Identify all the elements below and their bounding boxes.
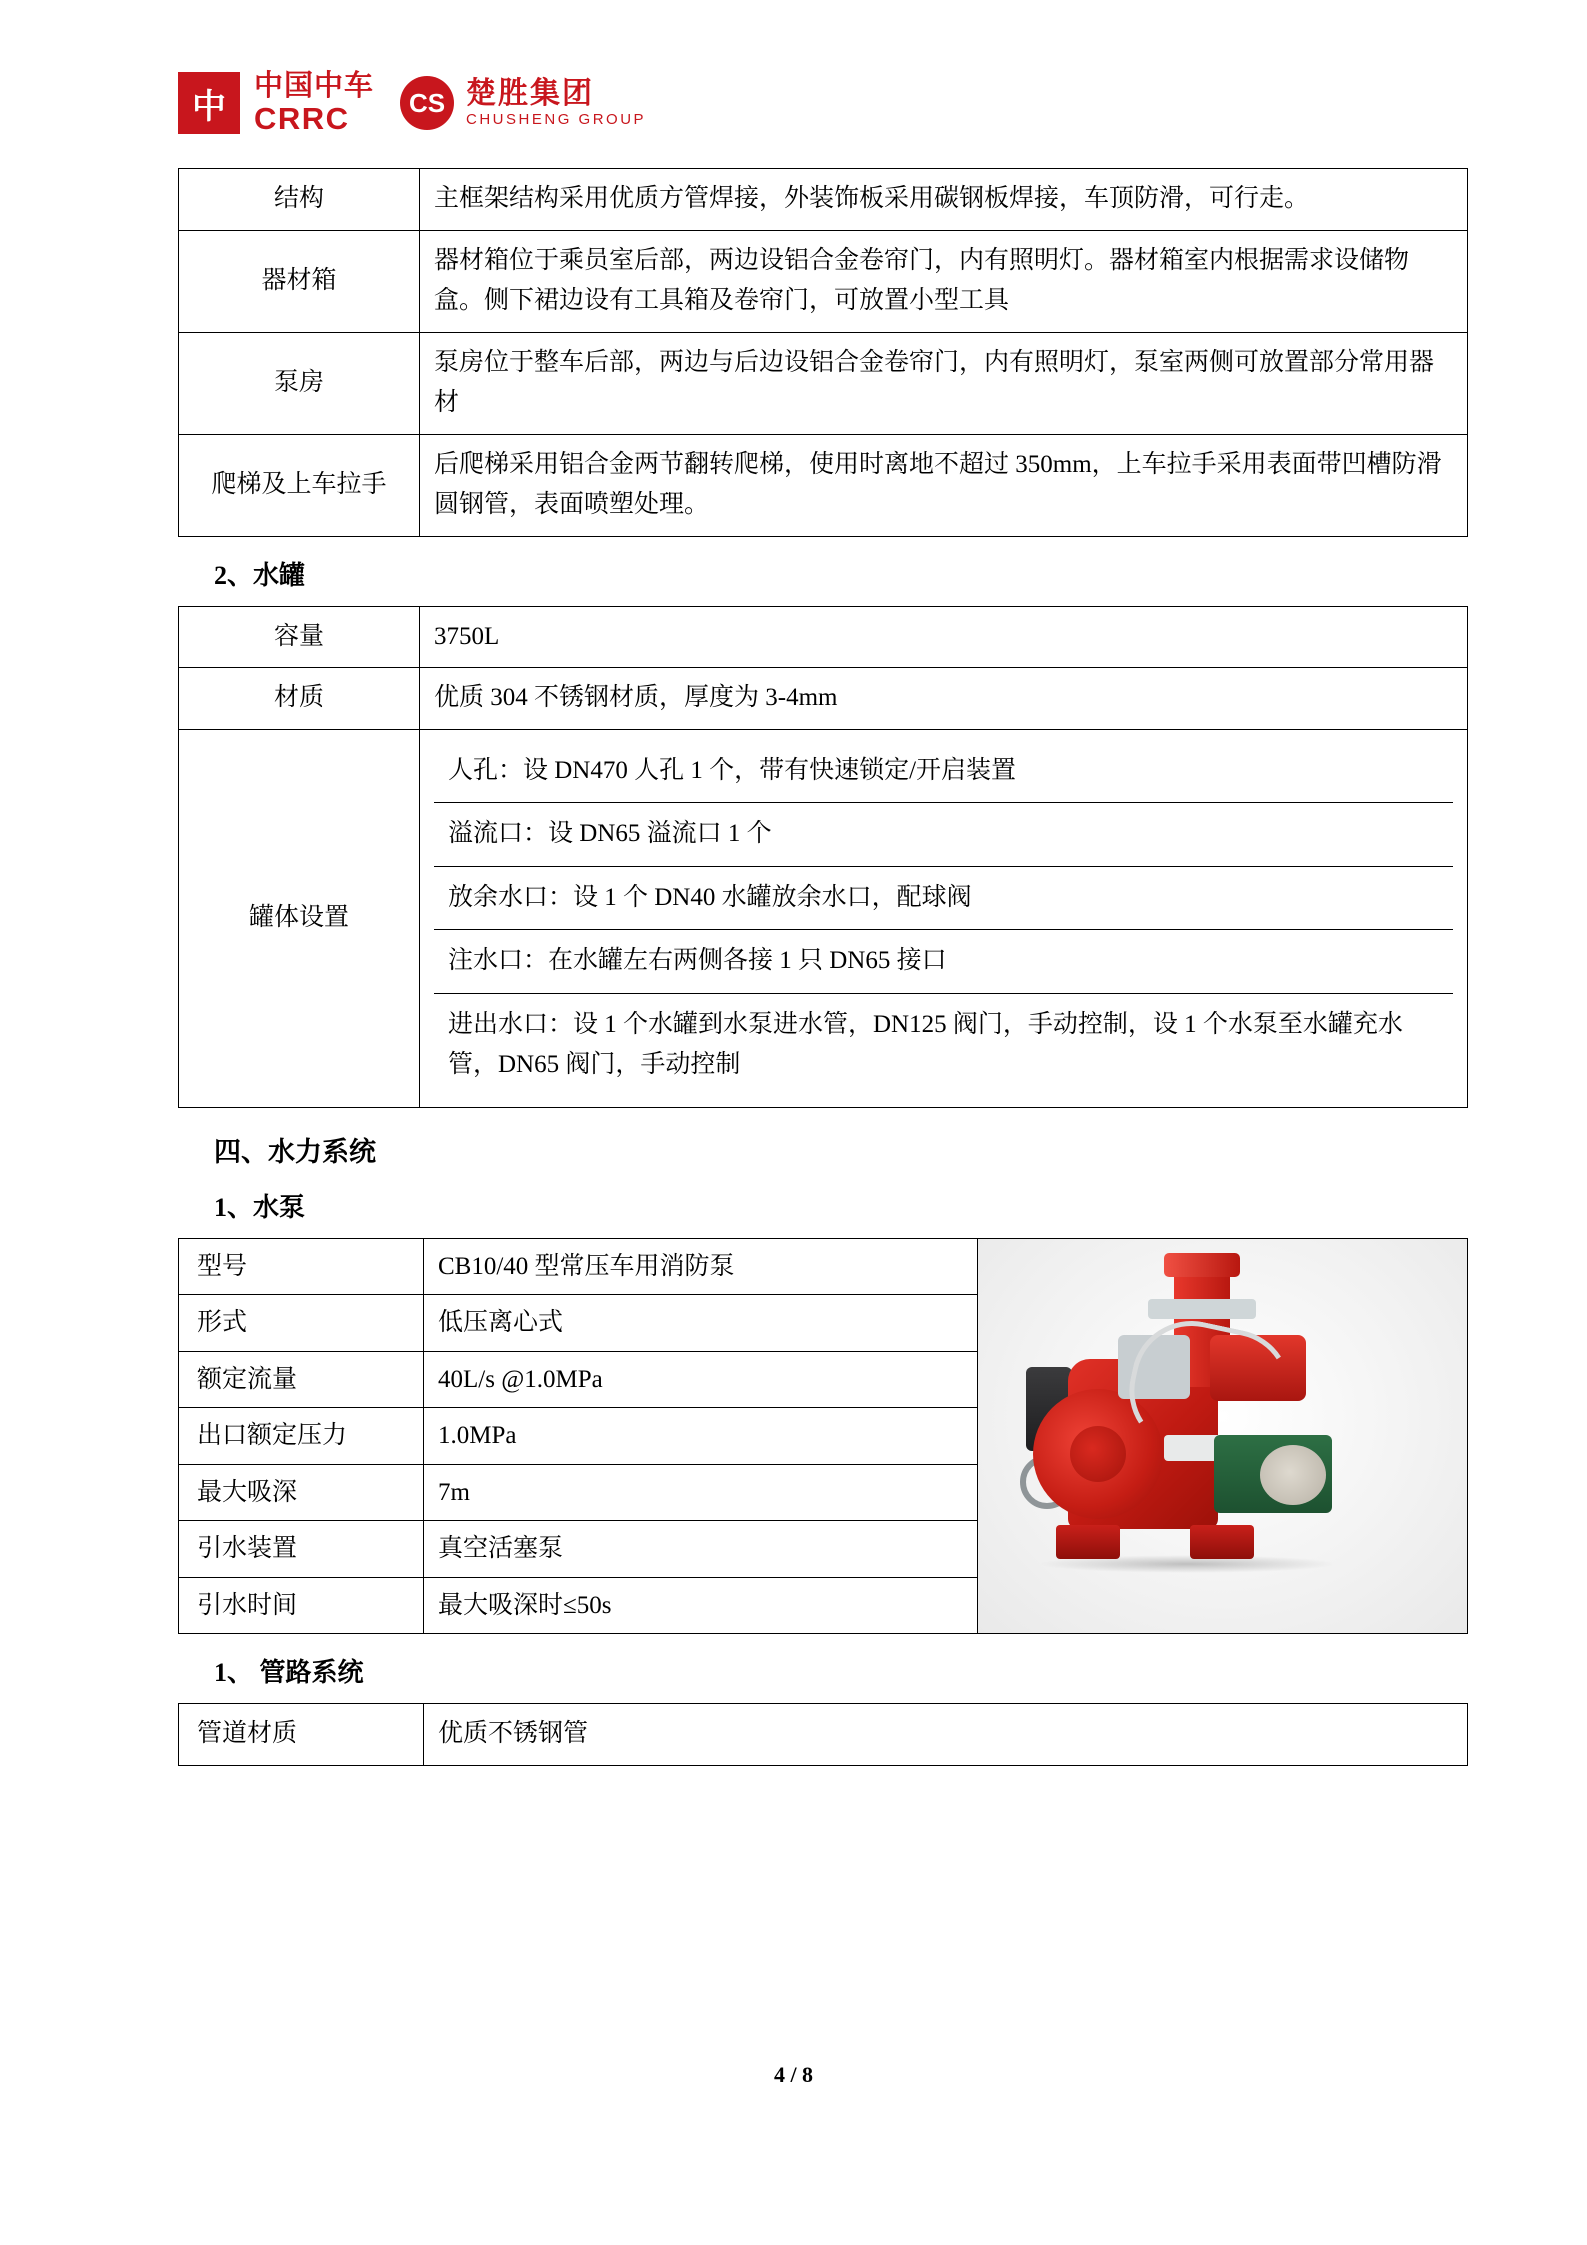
table-row xyxy=(179,668,1468,730)
crrc-name-en: CRRC xyxy=(254,100,350,136)
chusheng-wordmark xyxy=(466,77,646,130)
water-tank-table xyxy=(178,606,1468,1108)
crrc-logo-glyph: 中 xyxy=(192,88,226,126)
pump-suction-mouth xyxy=(1260,1445,1326,1505)
row-value-ladder: 后爬梯采用铝合金两节翻转爬梯，使用时离地不超过 350mm，上车拉手采用表面带凹槽防滑圆钢管，表面喷塑处理。 xyxy=(420,434,1468,536)
row-value-priming-device: 真空活塞泵 xyxy=(424,1521,978,1578)
row-label-outlet-pressure: 出口额定压力 xyxy=(179,1408,424,1465)
heading-hydraulic-system: 四、水力系统 xyxy=(214,1136,376,1167)
table-row xyxy=(179,1408,978,1465)
table-row xyxy=(179,1238,978,1295)
row-value-priming-time: 最大吸深时≤50s xyxy=(424,1577,978,1634)
pump-foot-left xyxy=(1056,1525,1120,1559)
table-row xyxy=(179,434,1468,536)
row-label-priming-device: 引水装置 xyxy=(179,1521,424,1578)
row-value-max-suction: 7m xyxy=(424,1464,978,1521)
table-row xyxy=(179,729,1468,1107)
table-row xyxy=(179,1704,1468,1766)
pump-top-flange xyxy=(1148,1299,1256,1319)
row-label-rated-flow: 额定流量 xyxy=(179,1351,424,1408)
pump-spec-table xyxy=(178,1238,978,1635)
table-row xyxy=(179,1464,978,1521)
row-label-form: 形式 xyxy=(179,1295,424,1352)
list-item xyxy=(434,866,1453,930)
heading-piping-system: 1、 管路系统 xyxy=(214,1658,364,1687)
tank-setting-manhole: 人孔：设 DN470 人孔 1 个，带有快速锁定/开启装置 xyxy=(434,740,1453,803)
table-row xyxy=(179,332,1468,434)
row-value-equipment-box: 器材箱位于乘员室后部，两边设铝合金卷帘门，内有照明灯。器材箱室内根据需求设储物盒。侧下裙边设有工具箱及卷帘门，可放置小型工具 xyxy=(420,230,1468,332)
piping-table xyxy=(178,1703,1468,1766)
row-label-equipment-box: 器材箱 xyxy=(179,230,420,332)
heading-pump: 1、水泵 xyxy=(214,1192,306,1222)
table-row xyxy=(179,1577,978,1634)
list-item xyxy=(434,803,1453,867)
chusheng-logo-icon: CS xyxy=(400,76,454,130)
tank-setting-overflow: 溢流口：设 DN65 溢流口 1 个 xyxy=(434,803,1453,867)
row-label-ladder: 爬梯及上车拉手 xyxy=(179,434,420,536)
list-item xyxy=(434,740,1453,803)
pump-foot-right xyxy=(1190,1525,1254,1559)
row-value-pipe-material: 优质不锈钢管 xyxy=(424,1704,1468,1766)
table-row xyxy=(179,230,1468,332)
row-value-outlet-pressure: 1.0MPa xyxy=(424,1408,978,1465)
crrc-logo-icon xyxy=(178,72,240,134)
row-label-capacity: 容量 xyxy=(179,606,420,668)
pump-cap xyxy=(1164,1253,1240,1277)
row-label-model: 型号 xyxy=(179,1238,424,1295)
brand-header xyxy=(178,60,1468,146)
pump-photo xyxy=(978,1238,1468,1635)
row-value-structure: 主框架结构采用优质方管焊接，外装饰板采用碳钢板焊接，车顶防滑，可行走。 xyxy=(420,169,1468,231)
row-value-pump-room: 泵房位于整车后部，两边与后边设铝合金卷帘门，内有照明灯，泵室两侧可放置部分常用器材 xyxy=(420,332,1468,434)
row-value-model: CB10/40 型常压车用消防泵 xyxy=(424,1238,978,1295)
tank-settings-list xyxy=(434,740,1453,1097)
pump-photo-image xyxy=(978,1239,1467,1634)
structure-table xyxy=(178,168,1468,537)
chusheng-name-en: CHUSHENG GROUP xyxy=(466,111,647,129)
table-row xyxy=(179,1295,978,1352)
row-value-material: 优质 304 不锈钢材质，厚度为 3-4mm xyxy=(420,668,1468,730)
table-row xyxy=(179,606,1468,668)
pump-section xyxy=(178,1238,1468,1635)
tank-setting-drain: 放余水口：设 1 个 DN40 水罐放余水口，配球阀 xyxy=(434,866,1453,930)
list-item xyxy=(434,993,1453,1097)
page-content xyxy=(178,60,1468,1766)
page-footer: 4 / 8 xyxy=(773,2062,814,2087)
table-row xyxy=(179,169,1468,231)
tank-settings-cell xyxy=(420,729,1468,1107)
tank-setting-fill: 注水口：在水罐左右两侧各接 1 只 DN65 接口 xyxy=(434,930,1453,994)
heading-water-tank: 2、水罐 xyxy=(214,560,306,590)
row-label-material: 材质 xyxy=(179,668,420,730)
table-row xyxy=(179,1351,978,1408)
row-label-pump-room: 泵房 xyxy=(179,332,420,434)
crrc-wordmark xyxy=(254,70,374,135)
table-row xyxy=(179,1521,978,1578)
crrc-name-cn: 中国中车 xyxy=(254,70,375,103)
row-label-priming-time: 引水时间 xyxy=(179,1577,424,1634)
tank-setting-inlet-outlet: 进出水口：设 1 个水罐到水泵进水管，DN125 阀门，手动控制，设 1 个水泵至水罐充水管，DN65 阀门，手动控制 xyxy=(448,1010,1403,1078)
row-value-rated-flow: 40L/s @1.0MPa xyxy=(424,1351,978,1408)
row-label-tank-settings: 罐体设置 xyxy=(179,729,420,1107)
row-label-structure: 结构 xyxy=(179,169,420,231)
row-label-max-suction: 最大吸深 xyxy=(179,1464,424,1521)
chusheng-name-cn: 楚胜集团 xyxy=(466,76,595,110)
row-value-form: 低压离心式 xyxy=(424,1295,978,1352)
row-label-pipe-material: 管道材质 xyxy=(179,1704,424,1766)
pump-volute-hub xyxy=(1070,1426,1126,1482)
list-item xyxy=(434,930,1453,994)
row-value-capacity: 3750L xyxy=(420,606,1468,668)
